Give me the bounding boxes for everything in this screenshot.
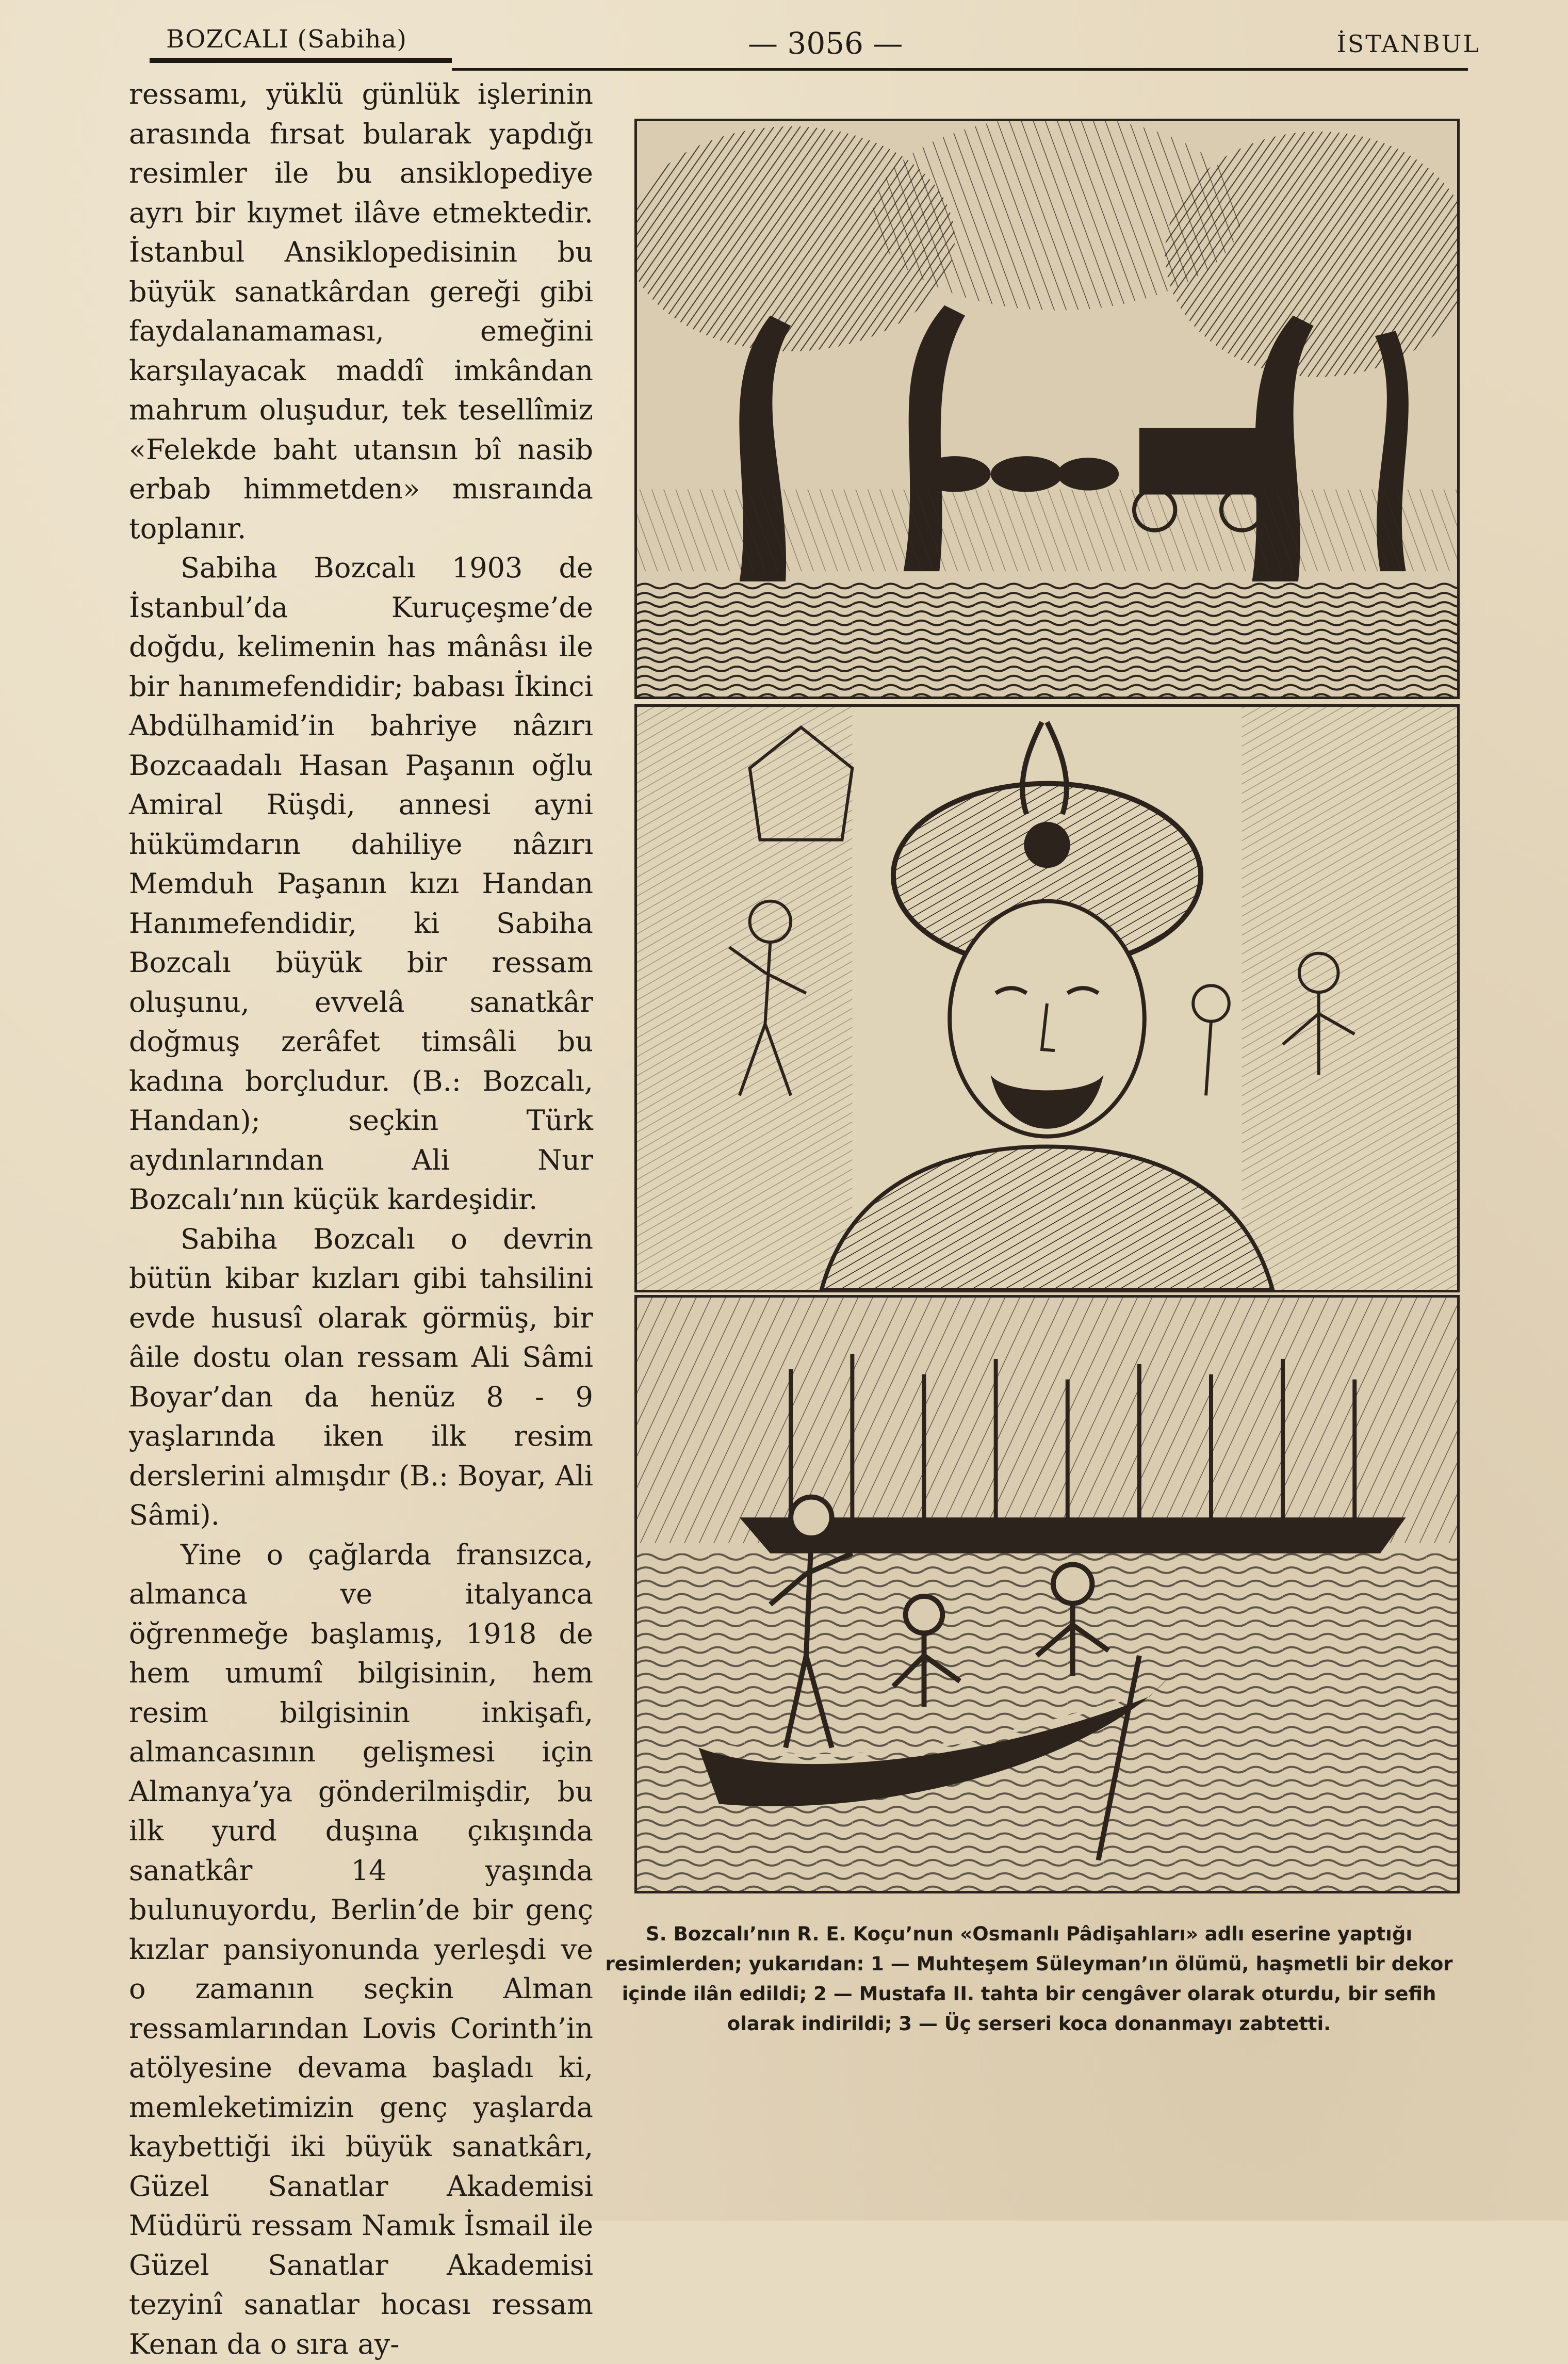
illustration-sultan-portrait: [634, 704, 1460, 1292]
article-paragraph: Sabiha Bozcalı 1903 de İstanbul’da Kuruçeşme’de doğdu, kelimenin has mânâsı ile bir hanımefendidir; babası İkinci Abdülhamid’in bahriye nâzırı Bozcaadalı Hasan Paşanın oğlu Amiral Rüşdi, annesi ayni hükümdarın dahiliye nâzırı Memduh Paşanın kızı Handan Hanımefendidir, ki Sabiha Bozcalı büyük bir ressam oluşunu, evvelâ sanatkâr doğmuş zerâfet timsâli bu kadına borçludur. (B.: Bozcalı, Handan); seçkin Türk aydınlarından Ali Nur Bozcalı’nın küçük kardeşidir.: [129, 548, 593, 1220]
article-column: [129, 75, 593, 2364]
article-paragraph: ressamı, yüklü günlük işlerinin arasında fırsat bularak yapdığı resimler ile bu ansiklopediye ayrı bir kıymet ilâve etmektedir. İstanbul Ansiklopedisinin bu büyük sanatkârdan gereği gibi faydalanamaması, emeğini karşılayacak maddî imkândan mahrum oluşudur, tek tesellîmiz «Felekde baht utansın bî nasib erbab himmetden» mısraında toplanır.: [129, 75, 593, 548]
illustration-park-carriage: [634, 119, 1460, 699]
illustration-boat-and-fleet: [634, 1295, 1460, 1893]
article-paragraph: Yine o çağlarda fransızca, almanca ve italyanca öğrenmeğe başlamış, 1918 de hem umumî bilgisinin, hem resim bilgisinin inkişafı, almancasının gelişmesi için Almanya’ya gönderilmişdir, bu ilk yurd duşına çıkışında sanatkâr 14 yaşında bulunuyordu, Berlin’de bir genç kızlar pansiyonunda yerleşdi ve o zamanın seçkin Alman ressamlarından Lovis Corinth’in atölyesine devama başladı ki, memleketimizin genç yaşlarda kaybettiği iki büyük sanatkârı, Güzel Sanatlar Akademisi Müdürü ressam Namık İsmail ile Güzel Sanatlar Akademisi tezyinî sanatlar hocası ressam Kenan da o sıra ay-: [129, 1535, 593, 2364]
page-number: — 3056 —: [748, 26, 903, 61]
running-header-right: İSTANBUL: [1337, 30, 1480, 58]
figure-caption: S. Bozcalı’nın R. E. Koçu’nun «Osmanlı Pâdişahları» adlı eserine yaptığı resimlerden; yukarıdan: 1 — Muhteşem Süleyman’ın ölümü, haşmetli bir dekor içinde ilân edildi; 2 — Mustafa II. tahta bir cengâver olarak oturdu, bir sefih olarak indirildi; 3 — Üç serseri koca donanmayı zabtetti.: [601, 1919, 1457, 2039]
header-rule-thick: [150, 58, 452, 63]
article-paragraph: Sabiha Bozcalı o devrin bütün kibar kızları gibi tahsilini evde hususî olarak görmüş, bir âile dostu olan ressam Ali Sâmi Boyar’dan da henüz 8 - 9 yaşlarında iken ilk resim derslerini almışdır (B.: Boyar, Ali Sâmi).: [129, 1220, 593, 1535]
running-header-left: BOZCALI (Sabiha): [166, 25, 407, 54]
header-rule-thin: [452, 68, 1468, 71]
